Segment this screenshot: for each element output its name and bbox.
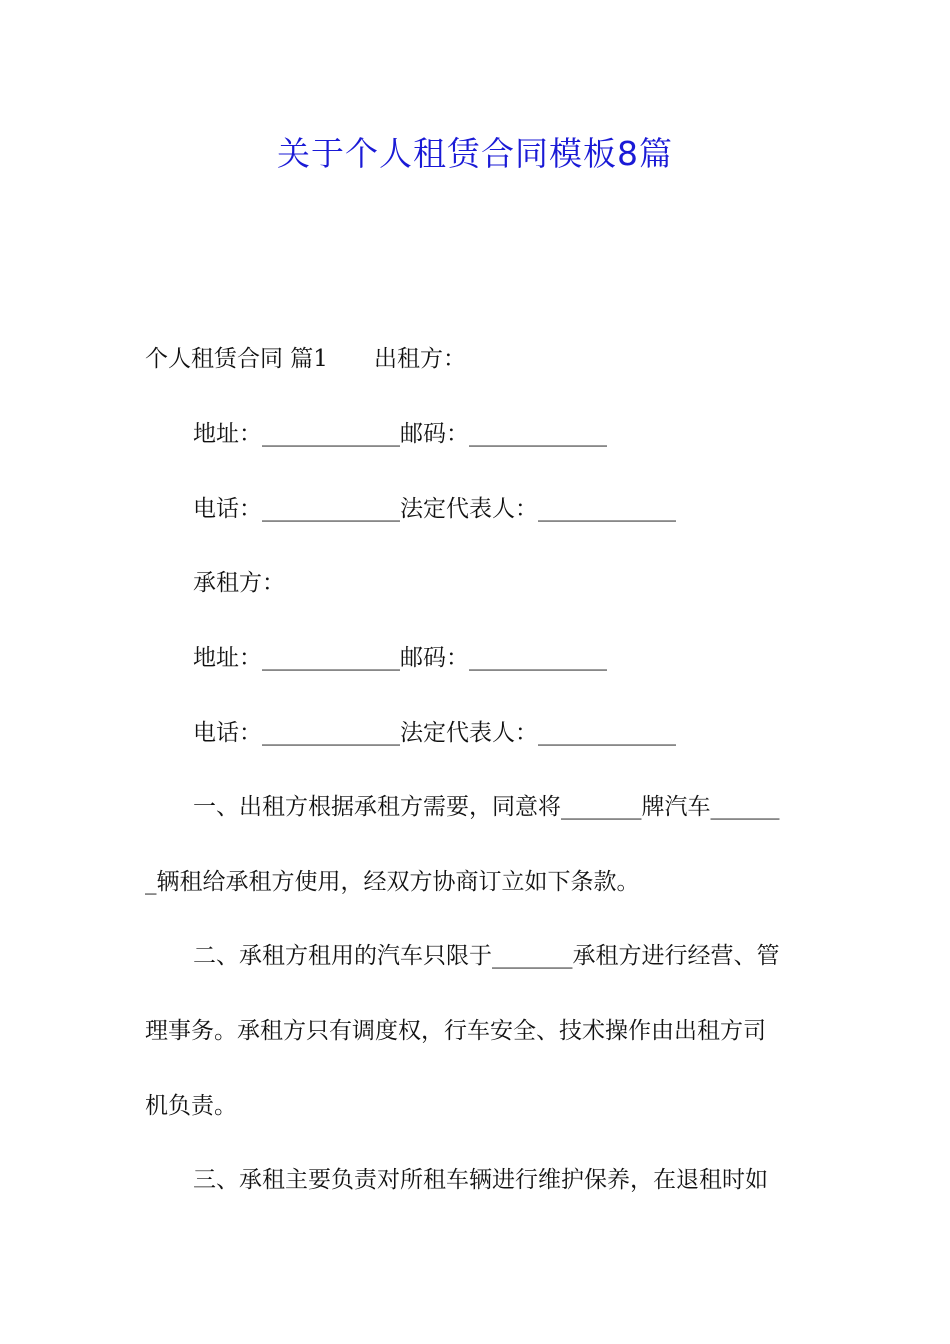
clause-1-line-1: 一、出租方根据承租方需要，同意将_______牌汽车______ [193, 794, 780, 820]
section-heading: 个人租赁合同 篇1 [145, 346, 328, 372]
section-heading-line [145, 344, 466, 374]
lessee-phone-line: 电话：____________法定代表人：____________ [193, 720, 676, 746]
lessor-label: 出租方： [373, 346, 466, 372]
document-title: 关于个人租赁合同模板8篇 [277, 134, 673, 173]
clause-1-line-2: _辆租给承租方使用，经双方协商订立如下条款。 [145, 869, 640, 895]
clause-2-line-2: 理事务。承租方只有调度权，行车安全、技术操作由出租方司 [145, 1018, 766, 1044]
lessee-address-line: 地址：____________邮码：____________ [193, 645, 607, 671]
lessor-address-line: 地址：____________邮码：____________ [193, 421, 607, 447]
clause-2-line-3: 机负责。 [145, 1093, 237, 1119]
clause-2-line-1: 二、承租方租用的汽车只限于_______承租方进行经营、管 [193, 943, 780, 969]
clause-3-line-1: 三、承租主要负责对所租车辆进行维护保养，在退租时如 [193, 1167, 768, 1193]
lessor-phone-line: 电话：____________法定代表人：____________ [193, 496, 676, 522]
lessee-label: 承租方： [193, 570, 285, 596]
